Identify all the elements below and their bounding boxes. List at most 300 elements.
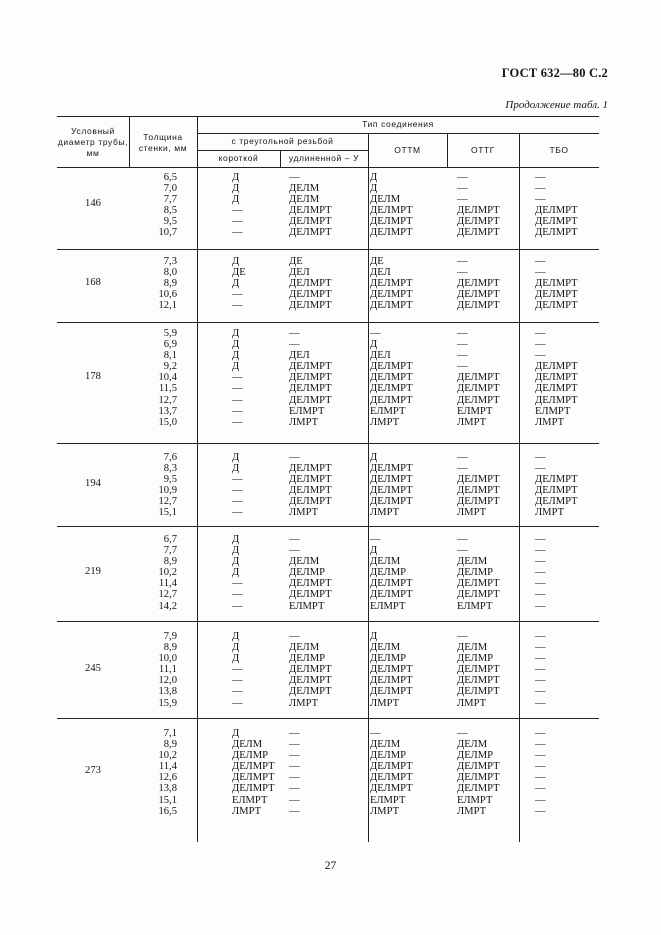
table-cell: 10,4 [158,372,177,384]
table-cell: — [535,350,546,362]
table-cell: — [535,697,546,709]
table-cell: ДЕЛМРТ [535,205,578,217]
table-cell: ДЕЛМРТ [289,278,332,290]
table-cell: Д [232,534,240,545]
table-cell: 6,5 [163,172,177,183]
table-cell: — [289,172,300,183]
table-cell: ДЕЛМРТ [535,300,578,312]
table-cell: 8,9 [163,278,177,290]
table-cell: ДЕЛМРТ [289,383,332,395]
table-cell: — [232,664,243,676]
table-cell: 11,4 [158,578,177,590]
table-cell: 12,7 [158,394,177,406]
table-cell: ДЕЛМРТ [370,278,413,290]
table-cell: ЕЛМРТ [370,600,406,612]
table-cell: — [535,653,546,665]
table-cell: — [232,600,243,612]
table-cell: ДЕ [289,256,303,267]
table-cell: Д [232,642,240,654]
table-cell: — [535,567,546,579]
table-cell: 11,5 [158,383,177,395]
table-cell: ЛМРТ [535,416,565,428]
table-cell: ДЕЛМРТ [370,578,413,590]
table-cell: ЛМРТ [370,507,400,519]
ottm-column [370,256,445,311]
table-cell: ЕЛМРТ [370,794,406,806]
extended-thread-column [289,631,364,709]
extended-thread-column [289,728,364,817]
table-cell: — [232,205,243,217]
table-cell: — [289,328,300,339]
table-cell: — [232,474,243,486]
short-thread-column [232,172,292,239]
pipe-diameter: 146 [85,198,101,210]
table-cell: — [232,216,243,228]
table-cell: ДЕЛМРТ [289,394,332,406]
table-cell: — [535,794,546,806]
table-cell: 7,9 [163,631,177,642]
header-extended: удлиненной – У [288,153,360,163]
table-cell: 9,5 [163,474,177,486]
group-separator [57,621,599,622]
table-cell: ДЕЛМРТ [289,289,332,301]
extended-thread-column [289,256,364,311]
table-cell: — [535,172,546,183]
header-bottom-rule [57,167,599,168]
table-cell: ДЕЛМ [289,183,320,195]
table-cell: ЛМРТ [457,697,487,709]
table-cell: ДЕЛМРТ [535,372,578,384]
table-cell: — [457,256,468,267]
table-cell: ЛМРТ [289,697,319,709]
table-cell: ДЕЛМРТ [457,289,500,301]
table-cell: — [457,361,468,373]
ottm-column [370,728,445,817]
header-thickness: Толщина стенки, мм [138,132,188,153]
table-cell: ДЕЛМРТ [457,372,500,384]
table-cell: — [457,194,468,206]
table-cell: ДЕЛМРТ [457,589,500,601]
ottm-column [370,631,445,709]
group-separator [57,526,599,527]
table-cell: — [535,463,546,475]
tbo-column [535,452,597,519]
table-cell: 13,8 [158,686,177,698]
table-cell: — [535,631,546,642]
table-cell: 8,3 [163,463,177,475]
table-cell: ДЕЛМРТ [370,300,413,312]
pipe-diameter: 194 [85,478,101,490]
table-cell: Д [232,328,240,339]
table-cell: ДЕЛМ [232,739,263,751]
table-cell: ДЕЛМРТ [370,463,413,475]
table-cell: — [457,545,468,557]
ottm-column [370,172,445,239]
table-cell: Д [232,556,240,568]
table-cell: ДЕЛМРТ [370,205,413,217]
table-cell: ДЕЛМРТ [289,372,332,384]
table-cell: ЛМРТ [457,805,487,817]
ottm-column [370,328,445,428]
table-cell: — [457,728,468,739]
table-cell: — [457,172,468,183]
table-cell: ДЕЛМРТ [535,474,578,486]
group-separator [57,443,599,444]
thickness-column [131,452,177,519]
table-cell: 10,6 [158,289,177,301]
table-cell: — [535,267,546,279]
table-cell: ДЕЛМРТ [370,761,413,773]
short-thread-column [232,728,292,817]
table-cell: ДЕЛМ [457,556,488,568]
pipe-diameter: 245 [85,662,101,674]
table-cell: ДЕЛМРТ [457,783,500,795]
table-cell: ДЕЛМРТ [232,772,275,784]
pipe-diameter: 219 [85,565,101,577]
table-cell: ДЕЛМРТ [289,216,332,228]
table-cell: — [535,194,546,206]
table-cell: ДЕЛМРТ [289,361,332,373]
table-cell: ДЕЛМРТ [370,394,413,406]
table-cell: 6,7 [163,534,177,545]
page-header: ГОСТ 632—80 С.2 [501,66,608,80]
short-thread-column [232,256,292,311]
table-cell: 15,0 [158,416,177,428]
table-cell: Д [232,278,240,290]
table-cell: Д [370,452,378,463]
table-cell: — [535,600,546,612]
table-cell: Д [232,567,240,579]
table-cell: ДЕЛМР [457,750,494,762]
ottg-column [457,256,517,311]
extended-thread-column [289,452,364,519]
table-cell: ДЕЛМРТ [370,686,413,698]
table-cell: ДЕЛМРТ [289,578,332,590]
table-cell: ДЕЛМРТ [457,383,500,395]
tbo-column [535,631,597,709]
table-cell: ДЕЛМРТ [457,205,500,217]
table-cell: — [289,761,300,773]
table-cell: — [535,339,546,351]
table-cell: 5,9 [163,328,177,339]
table-cell: — [289,794,300,806]
ottg-column [457,452,517,519]
table-cell: — [232,686,243,698]
table-cell: 9,5 [163,216,177,228]
pipe-diameter: 168 [85,276,101,288]
table-cell: — [535,750,546,762]
table-cell: — [457,463,468,475]
table-cell: ЕЛМРТ [457,600,493,612]
table-cell: ДЕЛМРТ [370,227,413,239]
table-cell: 10,0 [158,653,177,665]
table-cell: Д [232,653,240,665]
header-triangular-thread: с треугольной резьбой [231,136,334,146]
thickness-column [131,631,177,709]
table-cell: ДЕЛМРТ [457,686,500,698]
table-cell: ДЕЛМРТ [457,216,500,228]
table-cell: — [289,339,300,351]
table-cell: — [232,300,243,312]
table-cell: Д [232,463,240,475]
table-cell: — [289,805,300,817]
short-thread-column [232,534,292,612]
table-cell: — [289,452,300,463]
table-cell: — [457,267,468,279]
table-cell: 11,1 [158,664,177,676]
table-cell: ЛМРТ [370,697,400,709]
header-divider [129,116,130,167]
table-cell: 15,9 [158,697,177,709]
table-cell: — [535,642,546,654]
body-divider [197,167,198,842]
table-cell: ЛМРТ [370,805,400,817]
table-cell: ДЕЛ [370,350,391,362]
table-cell: — [457,452,468,463]
tbo-column [535,328,597,428]
table-cell: — [232,507,243,519]
table-cell: Д [232,172,240,183]
table-cell: 9,2 [163,361,177,373]
table-cell: ДЕЛМРТ [457,278,500,290]
table-cell: ДЕЛМР [289,653,326,665]
table-cell: ДЕЛМРТ [457,578,500,590]
thickness-column [131,256,177,311]
table-cell: 6,9 [163,339,177,351]
table-cell: Д [232,194,240,206]
table-cell: Д [232,728,240,739]
table-cell: ДЕЛМРТ [370,664,413,676]
table-cell: 14,2 [158,600,177,612]
table-cell: ДЕЛМРТ [289,300,332,312]
table-cell: Д [232,339,240,351]
table-cell: ЛМРТ [232,805,262,817]
table-cell: ДЕЛМРТ [457,496,500,508]
ottm-column [370,452,445,519]
table-cell: 16,5 [158,805,177,817]
table-cell: — [232,589,243,601]
table-cell: ДЕЛМРТ [370,372,413,384]
table-cell: 15,1 [158,507,177,519]
table-cell: ДЕ [232,267,246,279]
short-thread-column [232,452,292,519]
table-cell: ЛМРТ [457,416,487,428]
thickness-column [131,534,177,612]
table-cell: ДЕЛМРТ [535,216,578,228]
table-cell: ДЕЛМРТ [289,686,332,698]
table-cell: 8,5 [163,205,177,217]
table-cell: — [232,697,243,709]
table-cell: ЛМРТ [289,416,319,428]
table-cell: ДЕЛМ [289,194,320,206]
table-cell: ДЕЛМР [232,750,269,762]
table-cell: — [535,534,546,545]
tbo-column [535,728,597,817]
table-cell: 7,3 [163,256,177,267]
continuation-note: Продолжение табл. 1 [505,99,608,111]
table-cell: Д [232,545,240,557]
table-cell: ДЕЛМ [370,556,401,568]
table-cell: ДЕЛ [289,350,310,362]
table-cell: — [457,631,468,642]
table-cell: ДЕЛМРТ [232,761,275,773]
table-cell: ДЕЛМРТ [370,675,413,687]
table-cell: ДЕЛМ [289,556,320,568]
table-cell: ДЕЛМРТ [457,300,500,312]
body-divider [368,167,369,842]
table-cell: 7,1 [163,728,177,739]
table-cell: ДЕЛМРТ [457,772,500,784]
table-cell: ДЕЛМРТ [535,394,578,406]
table-cell: — [232,372,243,384]
group-separator [57,322,599,323]
table-cell: Д [232,452,240,463]
table-cell: ДЕЛМРТ [457,675,500,687]
table-cell: 12,6 [158,772,177,784]
table-cell: — [232,394,243,406]
table-cell: — [232,675,243,687]
table-cell: ДЕЛМРТ [457,664,500,676]
table-cell: 15,1 [158,794,177,806]
table-cell: ДЕЛМР [370,750,407,762]
table-cell: — [289,750,300,762]
table-cell: — [289,631,300,642]
table-cell: ДЕЛМРТ [457,474,500,486]
table-cell: ДЕЛМРТ [535,289,578,301]
table-cell: ДЕЛМР [457,653,494,665]
table-cell: — [232,405,243,417]
ottm-column [370,534,445,612]
table-cell: 8,1 [163,350,177,362]
table-cell: — [232,578,243,590]
table-cell: ДЕЛМРТ [289,589,332,601]
table-cell: — [535,545,546,557]
table-cell: 8,9 [163,642,177,654]
short-thread-column [232,328,292,428]
table-cell: — [535,728,546,739]
table-cell: ДЕЛМРТ [289,463,332,475]
table-cell: ДЕЛМР [457,567,494,579]
table-cell: — [289,739,300,751]
table-cell: ДЕЛМРТ [370,289,413,301]
table-cell: ДЕЛМРТ [289,227,332,239]
table-cell: ЕЛМРТ [535,405,571,417]
table-cell: — [535,761,546,773]
header-short: короткой [218,153,259,163]
tbo-column [535,256,597,311]
table-cell: ДЕЛМ [289,642,320,654]
table-cell: ДЕЛМРТ [289,474,332,486]
table-cell: ЕЛМРТ [232,794,268,806]
table-cell: ЛМРТ [289,507,319,519]
table-cell: ДЕЛМРТ [535,496,578,508]
table-cell: — [535,805,546,817]
table-cell: — [232,496,243,508]
table-cell: — [289,534,300,545]
table-cell: 11,4 [158,761,177,773]
table-cell: ДЕЛМ [457,739,488,751]
table-cell: ДЕЛМРТ [232,783,275,795]
table-cell: 10,2 [158,750,177,762]
table-cell: ДЕЛМРТ [535,227,578,239]
table-cell: ДЕЛМР [370,653,407,665]
table-cell: Д [232,183,240,195]
table-cell: ДЕЛМР [370,567,407,579]
table-cell: ДЕЛМРТ [535,383,578,395]
table-cell: ДЕЛМРТ [370,361,413,373]
table-cell: 10,2 [158,567,177,579]
table-cell: ДЕЛМРТ [370,783,413,795]
table-cell: — [535,256,546,267]
table-cell: ДЕЛМ [370,739,401,751]
ottg-column [457,328,517,428]
pipe-diameter: 178 [85,370,101,382]
table-cell: 10,7 [158,227,177,239]
table-cell: — [289,545,300,557]
header-diameter: Условный диаметр трубы, мм [57,126,129,158]
table-cell: — [457,328,468,339]
header-tbo: ТБО [549,144,569,155]
table-cell: 12,7 [158,589,177,601]
table-cell: ДЕЛМРТ [289,675,332,687]
table-cell: ДЕЛМРТ [535,361,578,373]
ottg-column [457,172,517,239]
table-cell: Д [232,256,240,267]
table-cell: Д [232,361,240,373]
table-cell: ДЕЛМРТ [457,485,500,497]
table-cell: ДЕЛМРТ [289,496,332,508]
table-cell: — [370,328,381,339]
body-divider [519,167,520,842]
ottg-column [457,631,517,709]
table-cell: ДЕЛМРТ [457,227,500,239]
table-cell: ДЕЛМРТ [457,394,500,406]
table-cell: 12,7 [158,496,177,508]
table-cell: ДЕЛМ [370,642,401,654]
table-cell: Д [232,631,240,642]
table-cell: ЕЛМРТ [370,405,406,417]
table-cell: 8,0 [163,267,177,279]
table-cell: ДЕЛМР [289,567,326,579]
table-cell: ДЕЛМРТ [370,216,413,228]
table-cell: 7,7 [163,545,177,557]
table-cell: Д [370,339,378,351]
table-cell: — [535,328,546,339]
table-cell: ЛМРТ [535,507,565,519]
table-cell: ЕЛМРТ [289,405,325,417]
table-cell: 13,7 [158,405,177,417]
table-cell: — [370,534,381,545]
table-cell: ДЕЛМ [370,194,401,206]
table-cell: — [535,664,546,676]
extended-thread-column [289,534,364,612]
extended-thread-column [289,172,364,239]
table-cell: 7,0 [163,183,177,195]
table-cell: ДЕЛМРТ [370,589,413,601]
table-cell: ЕЛМРТ [457,405,493,417]
thickness-column [131,172,177,239]
tbo-column [535,534,597,612]
pipe-diameter: 273 [85,765,101,777]
table-cell: ДЕЛМРТ [370,474,413,486]
table-cell: — [535,183,546,195]
table-cell: 10,9 [158,485,177,497]
table-cell: ДЕЛМРТ [535,485,578,497]
ottg-column [457,728,517,817]
table-cell: Д [370,631,378,642]
table-cell: 13,8 [158,783,177,795]
table-cell: Д [370,545,378,557]
